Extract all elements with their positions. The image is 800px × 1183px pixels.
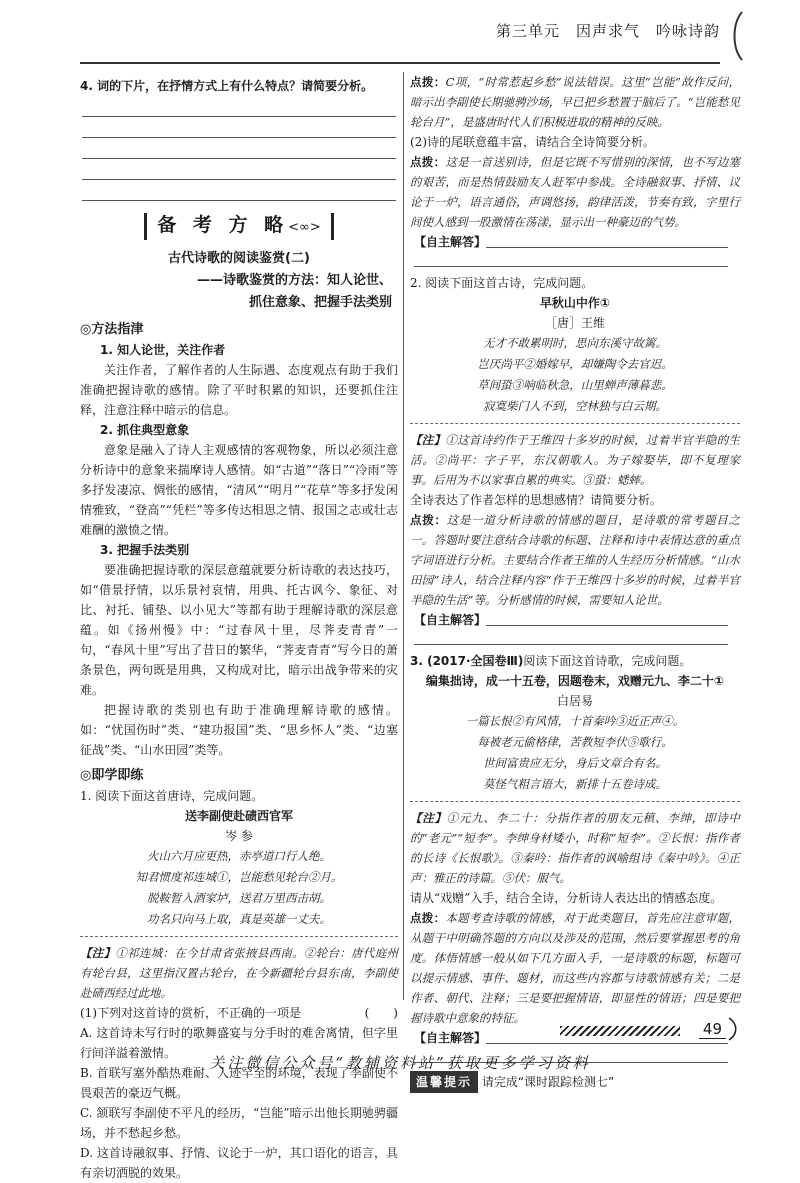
self-answer-field[interactable]: 【自主解答】 bbox=[410, 232, 740, 252]
note-label: 【注】 bbox=[410, 433, 446, 447]
poem-3-author: 白居易 bbox=[556, 694, 593, 708]
answer-line[interactable] bbox=[82, 159, 396, 180]
question-1-1 bbox=[80, 1003, 398, 1023]
column-separator bbox=[403, 72, 404, 1000]
point-2-title: 2. 抓住典型意象 bbox=[100, 423, 190, 437]
answer-line[interactable] bbox=[82, 117, 396, 138]
poem-line: 寂寞柴门人不到，空林独与白云期。 bbox=[483, 399, 667, 413]
hint-label: 点拨： bbox=[410, 155, 446, 169]
poem-3-body bbox=[410, 711, 740, 795]
answer-line[interactable] bbox=[414, 630, 728, 645]
hint-text: C项，“时常惹起乡愁”说法错误。这里“岂能”故作反问，暗示出李副使长期驰骋沙场，早已把乡愁置于脑后了。“岂能愁见轮台月”，是盛唐时代人们积极进取的精神的反映。 bbox=[410, 75, 740, 129]
dashed-divider bbox=[80, 936, 398, 937]
header-bracket-decoration bbox=[730, 10, 748, 62]
hatch-decoration bbox=[560, 1026, 680, 1036]
footer-notice: 关注微信公众号“教辅资料站”获取更多学习资料 bbox=[209, 1054, 591, 1072]
answer-line[interactable] bbox=[82, 180, 396, 201]
hint-text: 这是一首送别诗，但是它既不写惜别的深情，也不写边塞的艰苦，而是热情鼓励友人赶军中参战。全诗融叙事、抒情、议论于一炉，语言通俗，声调悠扬，韵律活泼，节奏有致，字里行间使人感到一股激情在荡漾，显示出一种豪迈的气势。 bbox=[410, 155, 740, 229]
option-b[interactable]: B. 首联写塞外酷热难耐、人迹罕至的环境，表现了李副使不畏艰苦的豪迈气概。 bbox=[80, 1066, 398, 1100]
poem-1-title: 送李副使赴碛西官军 bbox=[184, 809, 293, 823]
note-label: 【注】 bbox=[80, 946, 116, 960]
hint-label: 点拨： bbox=[410, 75, 446, 89]
hint-text: 本题考查诗歌的情感，对于此类题目，首先应注意审题，从题干中明确答题的方向以及涉及的范围，然后要掌握思考的角度。体悟情感一般从如下几方面入手，一是诗歌的标题，标题可以提示情感、事件、题材，而这些内容都与诗歌情感有关；二是作者、朝代、注释；三是要把握情语，即显性的情语；四是要把握诗歌中意象的特征。 bbox=[410, 911, 740, 1025]
section-heading-practice: ◎即学即练 bbox=[80, 768, 144, 783]
poem-1-author: 岑 参 bbox=[225, 829, 253, 843]
section-heading-method: ◎方法指津 bbox=[80, 322, 144, 337]
poem-line: 岂厌尚平②婚嫁早，却嫌陶令去官迟。 bbox=[477, 357, 673, 371]
header-rule bbox=[80, 62, 720, 64]
answer-paren[interactable]: ( ) bbox=[364, 1006, 398, 1020]
poem-line: 草间蛩③响临秋急，山里蝉声薄暮悲。 bbox=[477, 378, 673, 392]
point-3-text-2: 把握诗歌的类别也有助于准确理解诗歌的感情。如：“忧国伤时”类、“建功报国”类、“思乡怀人”类、“边塞征战”类、“山水田园”类等。 bbox=[80, 703, 398, 757]
banner-decoration: <∞> bbox=[288, 220, 321, 235]
question-4: 4. 词的下片，在抒情方式上有什么特点？请简要分析。 bbox=[80, 79, 374, 93]
poem-line: 每被老元偷格律，苦教短李伏⑤歌行。 bbox=[477, 735, 673, 749]
banner-title: 备 考 方 略 bbox=[157, 214, 289, 236]
page-number: 49 bbox=[699, 1020, 726, 1039]
method-subtitle-1: ——诗歌鉴赏的方法：知人论世、 bbox=[196, 273, 392, 288]
poem-line: 功名只向马上取，真是英雄一丈夫。 bbox=[147, 912, 331, 926]
hint-text: 这是一道分析诗歌的情感的题目，是诗歌的常考题目之一。答题时要注意结合诗歌的标题、注释和诗中表情达意的重点字词语进行分析。主要结合作者王维的人生经历分析情感。“山水田园”诗人，结合注释内容“作于王维四十多岁的时候，过着半官半隐的生活”等。分析感情的时候，需要知人论世。 bbox=[410, 513, 740, 607]
method-subtitle-2: 抓住意象、把握手法类别 bbox=[248, 295, 392, 310]
poem-2-note bbox=[410, 430, 740, 490]
point-3-title: 3. 把握手法类别 bbox=[100, 543, 190, 557]
question-stem: (1)下列对这首诗的赏析，不正确的一项是 bbox=[80, 1006, 301, 1020]
exam-source: 3. (2017·全国卷Ⅲ) bbox=[410, 654, 524, 668]
warm-tip-label: 温馨提示 bbox=[410, 1071, 478, 1093]
exercise-2-intro: 2. 阅读下面这首古诗，完成问题。 bbox=[410, 276, 594, 290]
poem-2-title: 早秋山中作① bbox=[539, 296, 611, 310]
poem-line: 世间富贵应无分，身后文章合有名。 bbox=[483, 756, 667, 770]
self-answer-field[interactable]: 【自主解答】 bbox=[410, 610, 740, 630]
answer-line[interactable] bbox=[82, 138, 396, 159]
poem-line: 莫怪气粗言语大，新排十五卷诗成。 bbox=[483, 777, 667, 791]
note-text: ①元九、李二十：分指作者的朋友元稹、李绅，即诗中的“老元”“短李”。李绅身材矮小，时称“短李”。②长恨：指作者的长诗《长恨歌》。③秦吟：指作者的讽喻组诗《秦中吟》。④正声：雅正的诗篇。⑤伏：服气。 bbox=[410, 811, 740, 885]
poem-line: 脱鞍暂入酒家垆，送君万里西击胡。 bbox=[147, 891, 331, 905]
hint-4 bbox=[410, 908, 740, 1028]
page-footer-marker bbox=[560, 1020, 740, 1040]
poem-1-note bbox=[80, 943, 398, 1003]
poem-line: 火山六月应更热，赤亭道口行人绝。 bbox=[147, 849, 331, 863]
answer-line[interactable] bbox=[414, 252, 728, 267]
answer-lines[interactable] bbox=[80, 96, 398, 201]
exercise-3-instruction: 阅读下面这首诗歌，完成问题。 bbox=[523, 654, 692, 668]
option-a[interactable]: A. 这首诗未写行时的歌舞盛宴与分手时的难舍离情，但字里行间洋溢着激情。 bbox=[80, 1026, 398, 1060]
section-banner bbox=[80, 213, 398, 240]
right-column bbox=[410, 72, 740, 1093]
hint-1 bbox=[410, 72, 740, 132]
point-1-text: 关注作者，了解作者的人生际遇、态度观点有助于我们准确把握诗歌的感情。除了平时积累的知识，还要抓住注释，注意注释中暗示的信息。 bbox=[80, 363, 398, 417]
poem-2-body bbox=[410, 333, 740, 417]
poem-3-note bbox=[410, 808, 740, 888]
hint-3 bbox=[410, 510, 740, 610]
left-column bbox=[80, 72, 398, 1183]
method-title: 古代诗歌的阅读鉴赏(二) bbox=[168, 251, 310, 266]
page-bracket-decoration bbox=[726, 1016, 740, 1042]
hint-label: 点拨： bbox=[410, 513, 447, 527]
hint-label: 点拨： bbox=[410, 911, 446, 925]
note-label: 【注】 bbox=[410, 811, 447, 825]
poem-line: 无才不敢累明时，思向东溪守故篱。 bbox=[483, 336, 667, 350]
unit-header-title: 第三单元 因声求气 吟咏诗韵 bbox=[495, 22, 720, 40]
dashed-divider bbox=[410, 423, 740, 424]
hint-2 bbox=[410, 152, 740, 232]
question-1-2: (2)诗的尾联意蕴丰富，请结合全诗简要分析。 bbox=[410, 135, 655, 149]
exercise-2-question: 全诗表达了作者怎样的思想感情？请简要分析。 bbox=[410, 493, 663, 507]
option-d[interactable]: D. 这首诗融叙事、抒情、议论于一炉，其口语化的语言，具有亲切洒脱的效果。 bbox=[80, 1146, 398, 1180]
note-text: ①祁连城：在今甘肃省张掖县西南。②轮台：唐代庭州有轮台县，这里指汉置古轮台，在今新疆轮台县东南，李副使赴碛西经过此地。 bbox=[80, 946, 399, 1000]
poem-line: 知君惯度祁连城①，岂能愁见轮台②月。 bbox=[135, 870, 343, 884]
dashed-divider bbox=[410, 801, 740, 802]
exercise-1-intro: 1. 阅读下面这首唐诗，完成问题。 bbox=[80, 789, 264, 803]
warm-tip bbox=[410, 1071, 740, 1093]
answer-line[interactable] bbox=[82, 96, 396, 117]
note-text: ①这首诗约作于王维四十多岁的时候，过着半官半隐的生活。②尚平：字子平，东汉朝歌人。为子嫁娶毕，即不复理家事。后用为不以家事自累的典实。③蛩：蟋蟀。 bbox=[410, 433, 740, 487]
poem-3-title: 编集拙诗，成一十五卷，因题卷末，戏赠元九、李二十① bbox=[425, 674, 725, 688]
point-2-text: 意象是融入了诗人主观感情的客观物象，所以必须注意分析诗中的意象来揣摩诗人感情。如“古道”“落日”“冷雨”等多抒发凄凉、惆怅的感情，“清风”“明月”“花草”等多抒发闲情雅致，“登高”“凭栏”等多传达相思之情、报国之志或壮志难酬的激愤之情。 bbox=[80, 443, 398, 537]
exercise-3-question: 请从“戏赠”入手，结合全诗，分析诗人表达出的情感态度。 bbox=[410, 891, 723, 905]
self-answer-field[interactable]: 【自主解答】 bbox=[410, 1028, 740, 1048]
point-3-text-1: 要准确把握诗歌的深层意蕴就要分析诗歌的表达技巧，如“借景抒情，以乐景衬哀情，用典、托古讽今、象征、对比、衬托、铺垫、以小见大”等都有助于理解诗歌的深层意蕴。如《扬州慢》中：“过春风十里，尽荠麦青青”一句，“春风十里”写出了昔日的繁华，“荠麦青青”写今日的萧条景色，两句既是用典，又构成对比，暗示出战争带来的灾难。 bbox=[80, 563, 398, 697]
warm-tip-text: 请完成“课时跟踪检测七” bbox=[481, 1075, 615, 1089]
option-c[interactable]: C. 颔联写李副使不平凡的经历，“岂能”暗示出他长期驰骋疆场，并不愁起乡愁。 bbox=[80, 1106, 398, 1140]
poem-line: 一篇长恨②有风情，十首秦吟③近正声④。 bbox=[465, 714, 685, 728]
exercise-3-intro bbox=[410, 651, 740, 671]
point-1-title: 1. 知人论世，关注作者 bbox=[100, 343, 226, 357]
poem-1-body bbox=[80, 846, 398, 930]
poem-2-author: ［唐］王维 bbox=[544, 316, 605, 330]
